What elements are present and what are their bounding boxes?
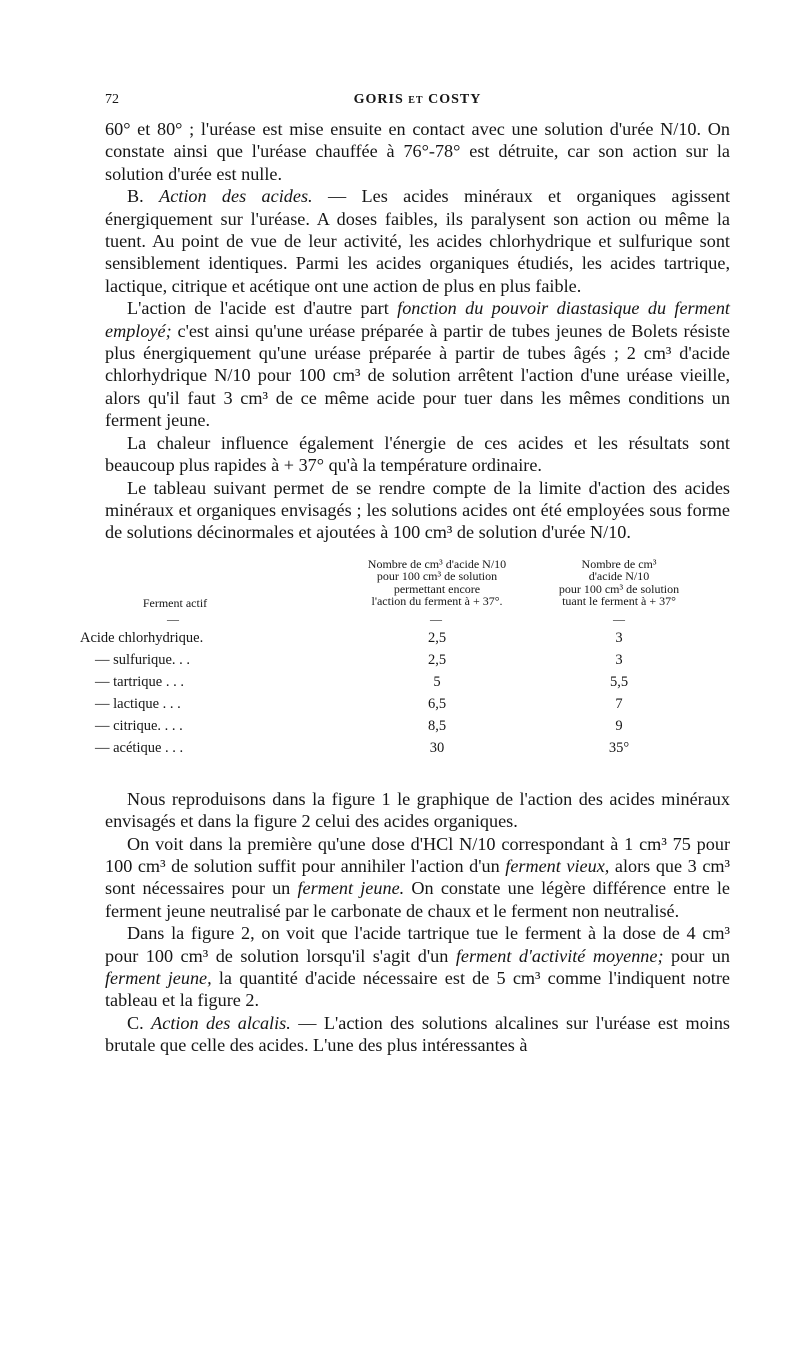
col-header-permettant: Nombre de cm³ d'acide N/10 pour 100 cm³ de solution permettant encore l'action du ferment à + 37°. <box>367 556 507 609</box>
table-row <box>95 651 730 673</box>
acid-name: Acide chlorhydrique. <box>80 629 204 646</box>
value-tuant: 35° <box>608 739 630 756</box>
body-text-top <box>105 118 730 544</box>
value-permettant: 5 <box>433 673 441 690</box>
acid-name: — lactique . . . <box>95 695 181 712</box>
section-label: B. <box>127 186 144 207</box>
value-permettant: 8,5 <box>427 717 447 734</box>
paragraph-figures: Nous reproduisons dans la figure 1 le graphique de l'action des acides minéraux envisagés et dans la figure 2 celui des acides organiques. <box>105 788 730 832</box>
page-number: 72 <box>105 92 119 107</box>
value-permettant: 30 <box>429 739 445 756</box>
acid-name: — acétique . . . <box>95 739 184 756</box>
header-rule: — <box>613 611 625 626</box>
acid-name: — citrique. . . . <box>95 717 183 734</box>
col-header-ferment: Ferment actif <box>142 595 208 610</box>
table-row <box>95 695 730 717</box>
body-text-bottom <box>105 788 730 1057</box>
acid-table <box>80 556 730 778</box>
paragraph-fonction: L'action de l'acide est d'autre part fonction du pouvoir diastasique du ferment employé; c'est ainsi qu'une uréase préparée à partir de tubes jeunes de Bolets résiste plus énergiquement qu'une uréase préparée à partir de tubes âgés ; 2 cm³ d'acide chlorhydrique N/10 pour 100 cm³ de solution arrêtent l'action d'une uréase vieille, alors qu'il faut 3 cm³ de ce même acide pour tuer dans les mêmes conditions un ferment jeune. <box>105 298 730 431</box>
section-title: Action des acides. <box>159 186 313 207</box>
paragraph-chaleur: La chaleur influence également l'énergie de ces acides et les résultats sont beaucoup plus rapides à + 37° qu'à la température ordinaire. <box>105 432 730 476</box>
value-tuant: 7 <box>615 695 623 712</box>
value-permettant: 2,5 <box>427 651 447 668</box>
running-head <box>105 92 730 118</box>
value-tuant: 5,5 <box>609 673 629 690</box>
table-row <box>95 739 730 761</box>
section-title: Action des alcalis. <box>151 1012 291 1033</box>
table-row <box>80 629 730 651</box>
running-title: GORIS et COSTY <box>353 92 482 107</box>
value-tuant: 9 <box>615 717 623 734</box>
paragraph-alcalis: C. Action des alcalis. — L'action des solutions alcalines sur l'uréase est moins brutale que celle des acides. L'une des plus intéressantes à <box>105 1012 731 1056</box>
paragraph-continuation: 60° et 80° ; l'uréase est mise ensuite en contact avec une solution d'urée N/10. On constate ainsi que l'uréase chauffée à 76°-78° est détruite, car son action sur la solution d'urée est nulle. <box>105 119 730 184</box>
paragraph-figure-1: On voit dans la première qu'une dose d'HCl N/10 correspondant à 1 cm³ 75 pour 100 cm³ de solution suffit pour annihiler l'action d'un ferment vieux, alors que 3 cm³ sont nécessaires pour un ferment jeune. On constate une légère différence entre le ferment jeune neutralisé par le carbonate de chaux et le ferment non neutralisé. <box>105 833 730 921</box>
table-row <box>95 673 730 695</box>
paragraph-tableau: Le tableau suivant permet de se rendre compte de la limite d'action des acides minéraux et organiques envisagés ; les solutions acides ont été employées sous forme de solutions décinormales et ajoutées à 100 cm³ de solution d'urée N/10. <box>105 477 730 543</box>
value-tuant: 3 <box>615 651 623 668</box>
col-header-tuant: Nombre de cm³ d'acide N/10 pour 100 cm³ de solution tuant le ferment à + 37° <box>558 556 680 609</box>
section-label: C. <box>127 1012 144 1033</box>
header-rule: — <box>167 611 179 626</box>
page <box>80 92 731 1057</box>
value-permettant: 2,5 <box>427 629 447 646</box>
acid-name: — sulfurique. . . <box>95 651 191 668</box>
acid-name: — tartrique . . . <box>95 673 184 690</box>
value-permettant: 6,5 <box>427 695 447 712</box>
paragraph-figure-2: Dans la figure 2, on voit que l'acide tartrique tue le ferment à la dose de 4 cm³ pour 100 cm³ de solution lorsqu'il s'agit d'un ferment d'activité moyenne; pour un ferment jeune, la quantité d'acide nécessaire est de 5 cm³ comme l'indiquent notre tableau et la figure 2. <box>105 923 730 1011</box>
paragraph-acides: B. Action des acides. — Les acides minéraux et organiques agissent énergiquement sur l'uréase. A doses faibles, ils paralysent son action ou même la tuent. Au point de vue de leur activité, les acides chlorhydrique et sulfurique sont sensiblement identiques. Parmi les acides organiques étudiés, les acides tartrique, lactique, citrique et acétique ont une action de plus en plus faible. <box>105 186 731 296</box>
header-rule: — <box>430 611 442 626</box>
value-tuant: 3 <box>615 629 623 646</box>
table-row <box>95 717 730 739</box>
